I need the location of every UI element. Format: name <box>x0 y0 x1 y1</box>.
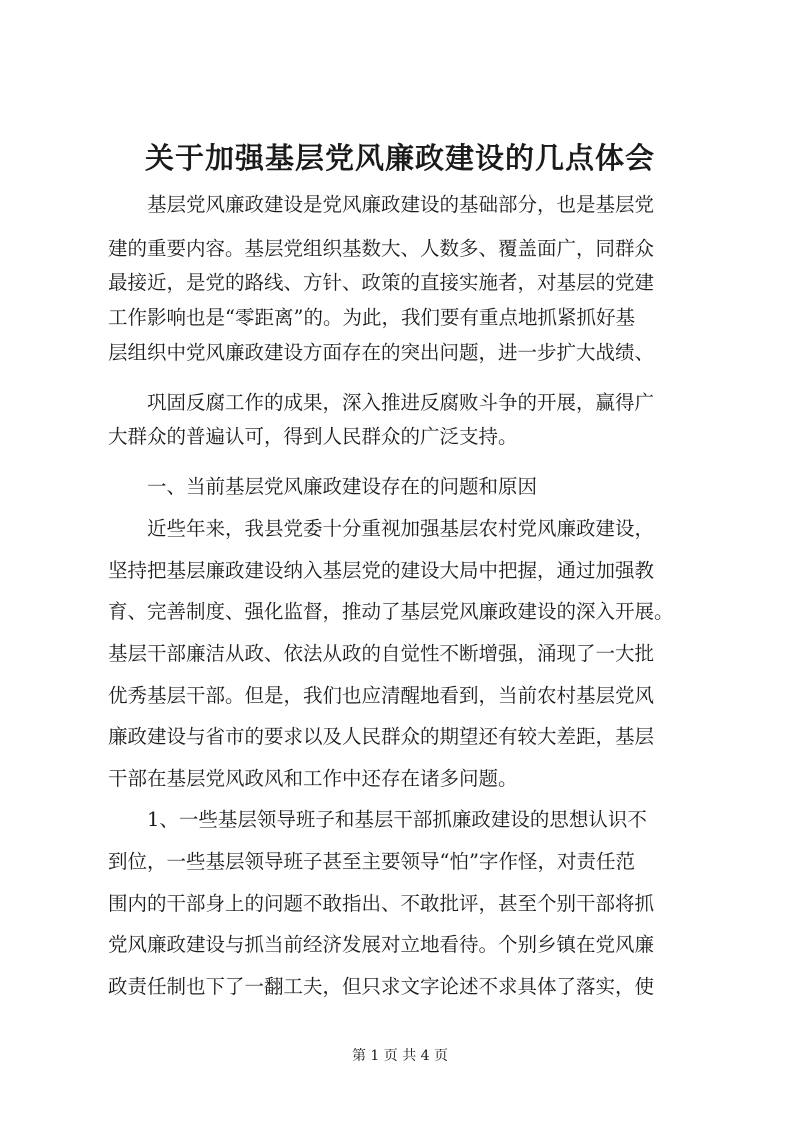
text-line: 工作影响也是“零距离”的。为此，我们要有重点地抓紧抓好基 <box>108 306 635 329</box>
text-line: 党风廉政建设与抓当前经济发展对立地看待。个别乡镇在党风廉 <box>108 933 655 956</box>
text-line: 建的重要内容。基层党组织基数大、人数多、覆盖面广，同群众 <box>108 237 655 260</box>
text-line: 到位，一些基层领导班子甚至主要领导“怕”字作怪，对责任范 <box>108 850 635 873</box>
text-line: 1、一些基层领导班子和基层干部抓廉政建设的思想认识不 <box>147 808 647 831</box>
text-line: 干部在基层党风政风和工作中还存在诸多问题。 <box>108 767 518 790</box>
text-line: 围内的干部身上的问题不敢指出、不敢批评，甚至个别干部将抓 <box>108 892 655 915</box>
text-line: 最接近，是党的路线、方针、政策的直接实施者，对基层的党建 <box>108 271 655 294</box>
text-line: 巩固反腐工作的成果，深入推进反腐败斗争的开展，赢得广 <box>147 391 655 414</box>
text-line: 基层干部廉洁从政、依法从政的自觉性不断增强，涌现了一大批 <box>108 642 655 665</box>
text-line: 育、完善制度、强化监督，推动了基层党风廉政建设的深入开展。 <box>108 600 674 623</box>
text-line: 政责任制也下了一翻工夫，但只求文字论述不求具体了落实，使 <box>108 975 655 998</box>
text-line: 大群众的普遍认可，得到人民群众的广泛支持。 <box>108 425 518 448</box>
page-footer: 第 1 页 共 4 页 <box>351 1048 449 1064</box>
text-line: 廉政建设与省市的要求以及人民群众的期望还有较大差距，基层 <box>108 725 655 748</box>
text-line: 层组织中党风廉政建设方面存在的突出问题，进一步扩大战绩、 <box>108 341 655 364</box>
text-line: 坚持把基层廉政建设纳入基层党的建设大局中把握，通过加强教 <box>108 559 655 582</box>
document-title: 关于加强基层党风廉政建设的几点体会 <box>144 141 655 175</box>
text-line: 近些年来，我县党委十分重视加强基层农村党风廉政建设， <box>147 517 655 540</box>
text-line: 基层党风廉政建设是党风廉政建设的基础部分，也是基层党 <box>147 193 655 216</box>
section-heading: 一、当前基层党风廉政建设存在的问题和原因 <box>147 475 538 498</box>
text-line: 优秀基层干部。但是，我们也应清醒地看到，当前农村基层党风 <box>108 684 655 707</box>
